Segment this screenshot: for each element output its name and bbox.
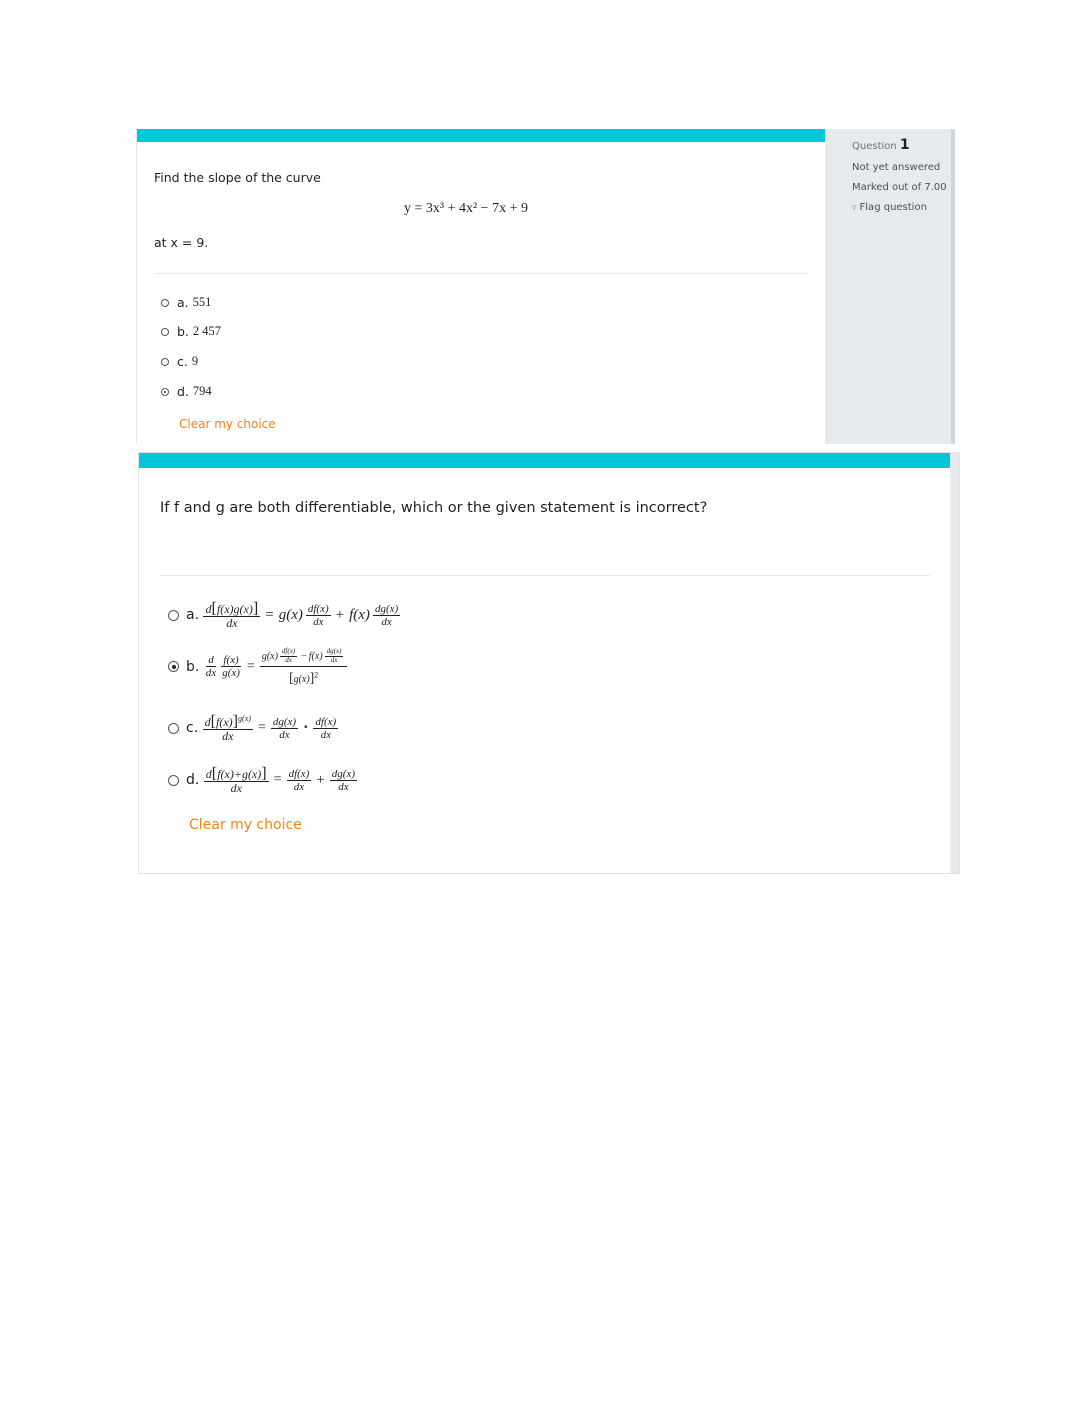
q2-option-b[interactable]: b. $\frac{d}{dx}$ $\frac{f(x)}{g(x)}$ = g(x) $\frac{df(x)}{dx}$ − f(x) $\frac{dg(x)}{dx}$ $[g(x)]^2$ — [168, 648, 347, 685]
question-1-info-panel — [825, 129, 955, 444]
question-1-accent-bar — [137, 129, 827, 142]
question-2-side-strip — [950, 453, 959, 873]
question-status: Not yet answered — [852, 162, 941, 173]
q2-formula-c: $\frac{d[f(x)]^{g(x)}}{dx}$ = $\frac{dg(x)}{dx}$ · $\frac{df(x)}{dx}$ — [204, 712, 337, 744]
q2-radio-a[interactable] — [168, 610, 179, 621]
question-1-at-value: at x = 9. — [154, 235, 209, 250]
q1-clear-choice-link[interactable]: Clear my choice — [179, 417, 276, 431]
flag-icon: ▿ — [852, 203, 857, 213]
q1-option-d[interactable]: d. 794 — [161, 384, 212, 399]
q2-formula-b: $\frac{d}{dx}$ $\frac{f(x)}{g(x)}$ = g(x) $\frac{df(x)}{dx}$ − f(x) $\frac{dg(x)}{dx}$ $[g(x)]^2$ — [204, 648, 348, 685]
q2-radio-c[interactable] — [168, 723, 179, 734]
q2-option-a[interactable]: a. $\frac{d[f(x)g(x)]}{dx}$ = g(x) $\frac{df(x)}{dx}$ + f(x) $\frac{dg(x)}{dx}$ — [168, 600, 400, 630]
q2-radio-b[interactable] — [168, 661, 179, 672]
q1-radio-c[interactable] — [161, 358, 169, 366]
q2-clear-choice-link[interactable]: Clear my choice — [189, 817, 302, 833]
q2-option-c[interactable]: c. $\frac{d[f(x)]^{g(x)}}{dx}$ = $\frac{dg(x)}{dx}$ · $\frac{df(x)}{dx}$ — [168, 713, 338, 743]
question-1-equation: y = 3x³ + 4x² − 7x + 9 — [404, 201, 528, 216]
q1-radio-d[interactable] — [161, 388, 169, 396]
question-1-prompt: Find the slope of the curve — [154, 170, 321, 185]
q1-option-a[interactable]: a. 551 — [161, 295, 211, 310]
question-2-accent-bar — [139, 453, 951, 468]
question-2-prompt: If f and g are both differentiable, which or the given statement is incorrect? — [160, 500, 708, 516]
q1-radio-b[interactable] — [161, 328, 169, 336]
q2-formula-d: $\frac{d[f(x)+g(x)]}{dx}$ = $\frac{df(x)}{dx}$ + $\frac{dg(x)}{dx}$ — [205, 764, 356, 796]
divider — [154, 273, 808, 274]
q1-option-c[interactable]: c. 9 — [161, 354, 198, 369]
q2-option-d[interactable]: d. $\frac{d[f(x)+g(x)]}{dx}$ = $\frac{df(x)}{dx}$ + $\frac{dg(x)}{dx}$ — [168, 765, 357, 795]
flag-question-link[interactable]: ▿ Flag question — [852, 202, 927, 213]
q2-radio-d[interactable] — [168, 775, 179, 786]
question-marks: Marked out of 7.00 — [852, 182, 947, 193]
q2-formula-a: $\frac{d[f(x)g(x)]}{dx}$ = g(x) $\frac{df(x)}{dx}$ + f(x) $\frac{dg(x)}{dx}$ — [205, 599, 399, 631]
q1-radio-a[interactable] — [161, 299, 169, 307]
divider — [160, 575, 930, 576]
q1-option-b[interactable]: b. 2 457 — [161, 324, 221, 339]
question-number: Question 1 — [852, 137, 910, 153]
